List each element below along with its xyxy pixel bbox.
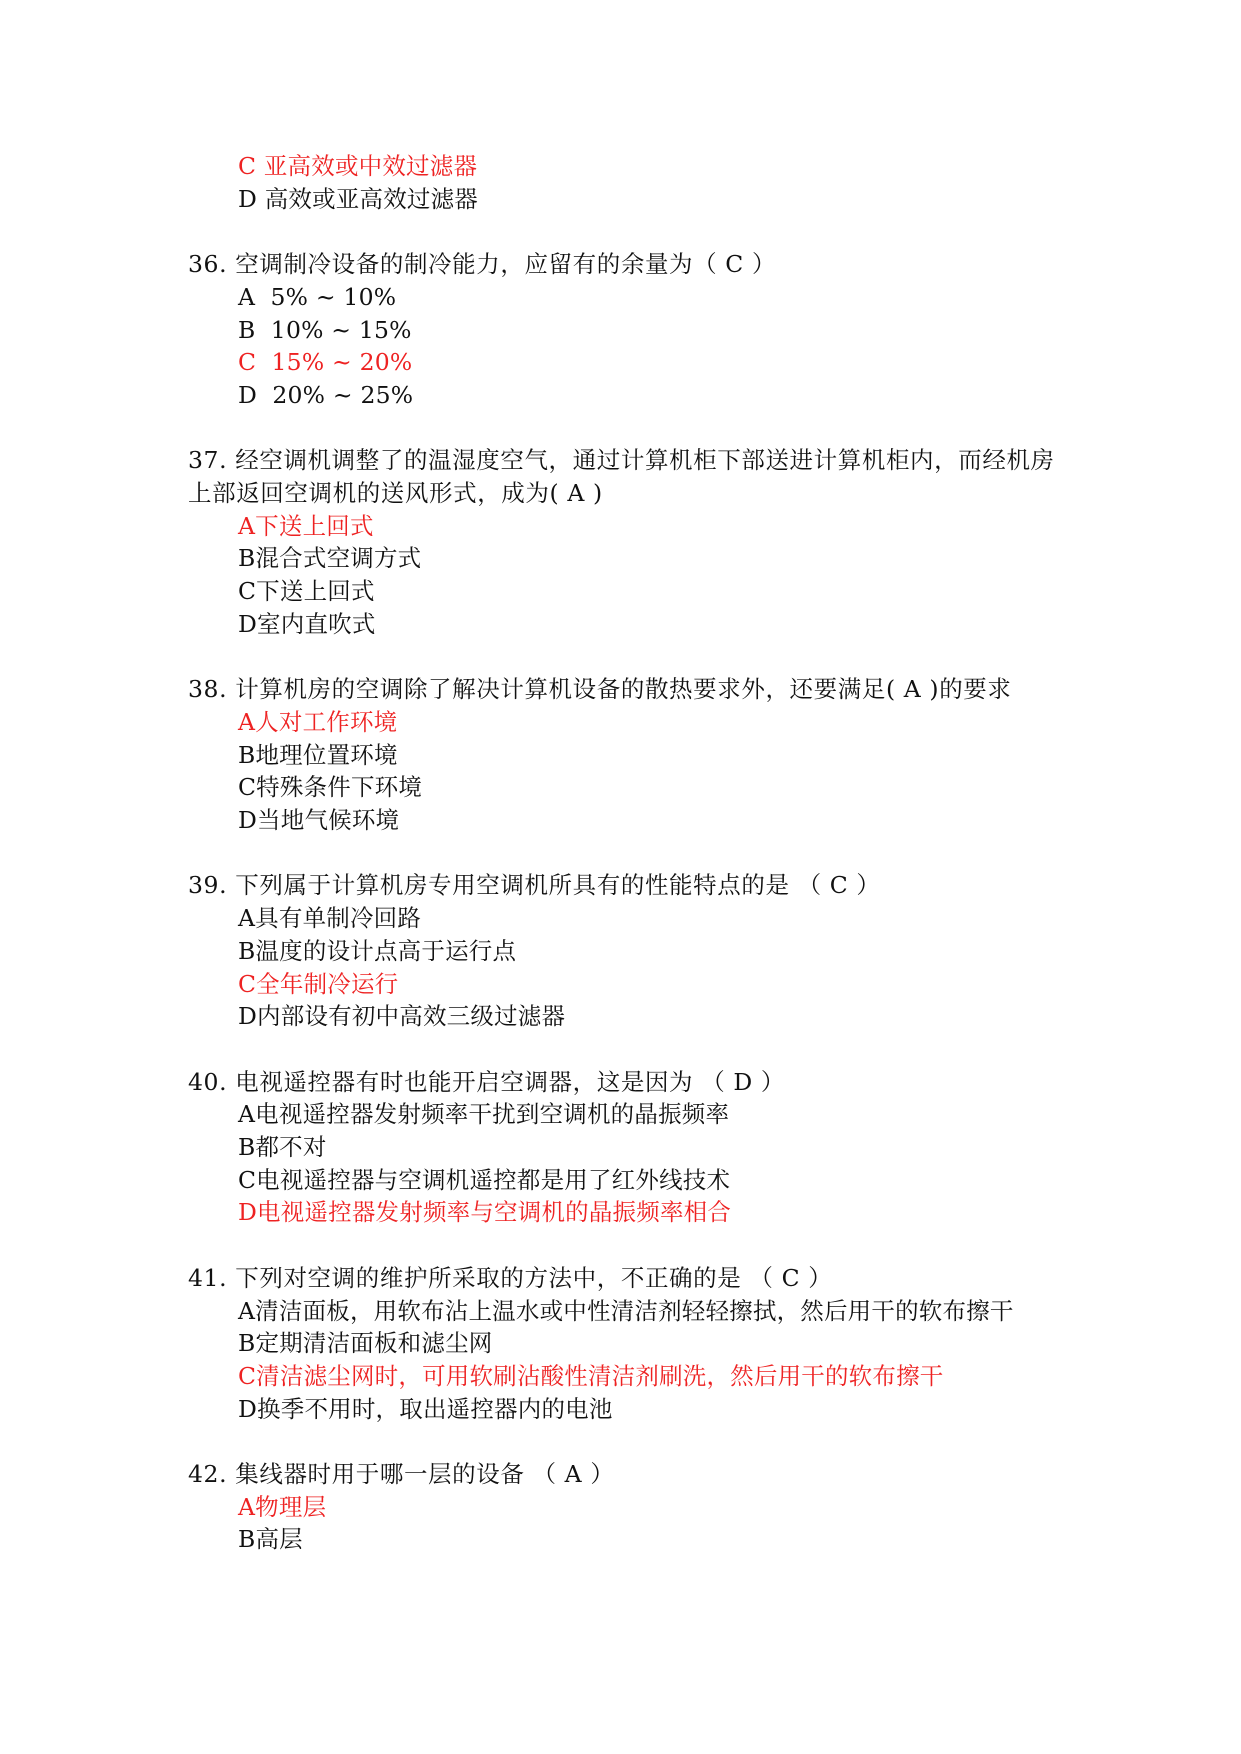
option-c-answer: C全年制冷运行 <box>238 969 399 998</box>
question-39 <box>188 869 1068 1033</box>
option-d-answer: D电视遥控器发射频率与空调机的晶振频率相合 <box>238 1198 732 1227</box>
question-37 <box>188 444 1068 640</box>
option-d: D 高效或亚高效过滤器 <box>238 184 479 213</box>
option-c-answer: C清洁滤尘网时，可用软刷沾酸性清洁剂刷洗，然后用干的软布擦干 <box>238 1361 944 1390</box>
option-a: A 5% ~ 10% <box>238 282 397 311</box>
question-text: 36. 空调制冷设备的制冷能力，应留有的余量为（ C ） <box>188 250 777 279</box>
option-b: B温度的设计点高于运行点 <box>238 936 517 965</box>
option-a: A具有单制冷回路 <box>238 904 422 933</box>
option-b: B混合式空调方式 <box>238 544 422 573</box>
question-40 <box>188 1066 1068 1230</box>
spacer <box>188 215 1068 248</box>
option-b: B都不对 <box>238 1133 327 1162</box>
option-c: C下送上回式 <box>238 577 375 606</box>
option-a-answer: A下送上回式 <box>238 511 374 540</box>
option-b: B地理位置环境 <box>238 740 398 769</box>
question-text: 39. 下列属于计算机房专用空调机所具有的性能特点的是 （ C ） <box>188 871 881 900</box>
option-a: A清洁面板，用软布沾上温水或中性清洁剂轻轻擦拭，然后用干的软布擦干 <box>238 1296 1014 1325</box>
option-c-answer: C 15% ~ 20% <box>238 348 413 377</box>
option-b: B高层 <box>238 1525 303 1554</box>
spacer <box>188 1033 1068 1066</box>
option-c-answer: C 亚高效或中效过滤器 <box>238 152 478 180</box>
question-text: 42. 集线器时用于哪一层的设备 （ A ） <box>188 1460 615 1489</box>
option-d: D 20% ~ 25% <box>238 380 414 409</box>
document-body <box>188 150 1068 1556</box>
option-a-answer: A物理层 <box>238 1492 327 1521</box>
spacer <box>188 412 1068 445</box>
spacer <box>188 641 1068 674</box>
option-a: A电视遥控器发射频率干扰到空调机的晶振频率 <box>238 1100 730 1129</box>
spacer <box>188 837 1068 870</box>
question-38 <box>188 673 1068 837</box>
spacer <box>188 1229 1068 1262</box>
option-c: C电视遥控器与空调机遥控都是用了红外线技术 <box>238 1165 731 1194</box>
question-text: 38. 计算机房的空调除了解决计算机设备的散热要求外，还要满足( A )的要求 <box>188 675 1012 704</box>
option-b: B 10% ~ 15% <box>238 315 412 344</box>
option-a-answer: A人对工作环境 <box>238 707 398 736</box>
option-d: D当地气候环境 <box>238 806 400 835</box>
question-text: 37. 经空调机调整了的温湿度空气，通过计算机柜下部送进计算机柜内，而经机房上部返回空调机的送风形式，成为( A ) <box>188 446 1055 507</box>
question-41 <box>188 1262 1068 1426</box>
question-35-continuation <box>188 150 1068 215</box>
option-d: D内部设有初中高效三级过滤器 <box>238 1002 566 1031</box>
option-d: D换季不用时，取出遥控器内的电池 <box>238 1394 613 1423</box>
spacer <box>188 1425 1068 1458</box>
question-36 <box>188 248 1068 412</box>
option-b: B定期清洁面板和滤尘网 <box>238 1329 493 1358</box>
question-text: 40. 电视遥控器有时也能开启空调器，这是因为 （ D ） <box>188 1067 785 1096</box>
option-d: D室内直吹式 <box>238 609 376 638</box>
option-c: C特殊条件下环境 <box>238 773 423 802</box>
question-text: 41. 下列对空调的维护所采取的方法中，不正确的是 （ C ） <box>188 1263 833 1292</box>
question-42 <box>188 1458 1068 1556</box>
